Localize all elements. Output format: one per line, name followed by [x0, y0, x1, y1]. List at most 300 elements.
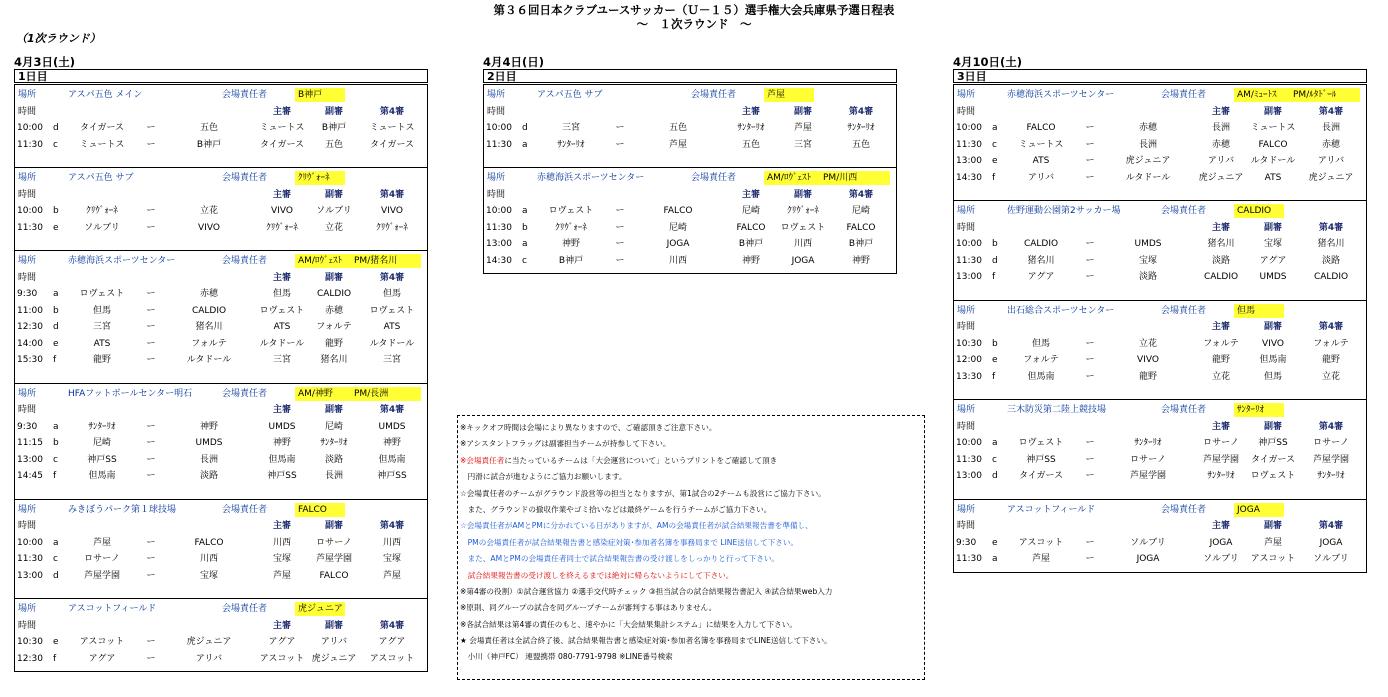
day-frame: [14, 84, 428, 672]
match-group: e: [53, 637, 59, 647]
home-team: FALCO: [1026, 123, 1056, 133]
assistant-referee: 芦屋学園: [315, 554, 352, 564]
vs-dash: ー: [1085, 454, 1095, 465]
manager-label: 会場責任者: [1161, 206, 1207, 216]
vs-dash: ー: [146, 289, 156, 299]
referee: B神戸: [738, 239, 764, 249]
match-time: 10:30: [956, 338, 982, 349]
venue-header-row: [954, 502, 1366, 519]
fourth-official-header: 第4審: [379, 189, 405, 200]
venue-header-row: [954, 402, 1366, 419]
note-line: また、AMとPMの会場責任者同士で試合結果報告書の受け渡しをしっかりと行って下さい。: [460, 554, 780, 564]
note-emphasis: ※会場責任者: [460, 455, 505, 465]
assistant-referee: ｸﾘｳﾞｫｰﾈ: [787, 206, 819, 216]
match-group: d: [53, 322, 59, 332]
vs-dash: ー: [146, 123, 156, 133]
referee: ロヴェスト: [259, 305, 305, 316]
manager-label: 会場責任者: [222, 388, 268, 399]
referee: タイガース: [259, 139, 305, 150]
match-time: 11:30: [956, 454, 982, 465]
away-team: 川西: [668, 255, 687, 266]
match-row: [954, 170, 1366, 187]
time-label: 時間: [487, 189, 506, 200]
match-group: a: [522, 206, 528, 216]
note-line: ※原則、同グループの試合を同グループチームが審判する事はありません。: [460, 603, 717, 613]
place-label: 場所: [18, 504, 37, 515]
vs-dash: ー: [146, 305, 156, 316]
fourth-official: ｻﾝﾀｰﾘｵ: [1317, 471, 1345, 481]
venue-header-row: [15, 87, 427, 104]
assistant-referee: 淡路: [324, 454, 343, 465]
referee: アグア: [268, 637, 296, 647]
referee: 龍野: [1211, 355, 1230, 365]
referee: フォルテ: [1203, 338, 1239, 349]
referee-header: 主審: [272, 189, 291, 200]
note-line: ☆会場責任者がAMとPMに分かれている日がありますが、AMの会場責任者が試合結果報告書を準備し、: [460, 521, 813, 531]
venue-header-row: [954, 203, 1366, 220]
vs-dash: ー: [1085, 355, 1095, 365]
venue-name: 赤穂海浜スポーツセンター: [537, 173, 645, 183]
match-row: [15, 651, 427, 668]
match-group: b: [53, 206, 59, 216]
match-row: [15, 634, 427, 651]
match-row: [15, 220, 427, 237]
venue-manager: FALCO: [298, 504, 327, 515]
match-row: [15, 535, 427, 552]
fourth-official: 五色: [851, 139, 870, 150]
match-row: [954, 236, 1366, 253]
venue-name: 佐野運動公園第2サッカー場: [1007, 206, 1121, 216]
home-team: ｻﾝﾀｰﾘｵ: [557, 139, 585, 150]
match-group: a: [53, 537, 59, 548]
manager-label: 会場責任者: [691, 173, 737, 183]
column-header-row: [954, 104, 1366, 121]
assistant-referee: 虎ジュニア: [311, 653, 357, 664]
match-group: c: [522, 255, 527, 266]
referee: 但馬南: [268, 454, 296, 465]
match-time: 14:30: [486, 255, 512, 266]
match-group: b: [522, 222, 528, 233]
referee: ロサーノ: [1203, 438, 1239, 448]
home-team: 但馬南: [1027, 371, 1055, 382]
assistant-referee: FALCO: [319, 570, 349, 581]
manager-label: 会場責任者: [222, 90, 268, 100]
note-line: 試合結果報告書の受け渡しを終えるまでは絶対に帰らないようにして下さい。: [460, 570, 734, 580]
referee: ミュートス: [259, 123, 305, 133]
notes-box: [457, 415, 925, 680]
away-team: 赤穂: [1138, 123, 1157, 133]
venue-name: アスパ五色 サブ: [537, 90, 603, 100]
day-frame: [953, 84, 1367, 573]
match-time: 9:30: [956, 537, 977, 548]
match-group: a: [992, 438, 998, 448]
assistant-referee: ロサーノ: [316, 537, 352, 548]
match-group: d: [992, 471, 998, 481]
fourth-official: ATS: [383, 322, 401, 332]
vs-dash: ー: [146, 222, 156, 233]
day-date: 4月10日(土): [953, 55, 1023, 69]
fourth-official: 三宮: [382, 355, 401, 365]
venue-manager: AM/ﾛｳﾞｪｽﾄ: [298, 256, 342, 266]
venue-manager-pm: PM/長洲: [354, 388, 389, 399]
match-row: [15, 551, 427, 568]
venue-name: アスコットフィールド: [68, 604, 157, 614]
venue-name: アスコットフィールド: [1007, 504, 1096, 515]
manager-label: 会場責任者: [222, 604, 268, 614]
assistant-referee: アスコット: [1250, 554, 1296, 564]
vs-dash: ー: [615, 139, 625, 150]
match-time: 10:00: [956, 123, 982, 133]
match-time: 11:30: [17, 139, 43, 150]
column-header-row: [15, 518, 427, 535]
assistant-referee-header: 副審: [1263, 421, 1282, 432]
manager-label: 会場責任者: [691, 90, 737, 100]
match-time: 14:45: [17, 471, 43, 481]
assistant-referee: ロヴェスト: [780, 222, 826, 233]
away-team: 川西: [199, 554, 218, 564]
fourth-official: UMDS: [378, 421, 406, 432]
match-group: d: [522, 123, 528, 133]
match-row: [954, 137, 1366, 154]
match-group: a: [992, 554, 998, 564]
home-team: ｸﾘｳﾞｫｰﾈ: [86, 206, 118, 216]
away-team: アリバ: [195, 653, 223, 664]
venue-manager-pm: PM/川西: [823, 173, 858, 183]
manager-label: 会場責任者: [222, 256, 268, 266]
time-label: 時間: [957, 322, 976, 332]
fourth-official: 但馬: [382, 289, 401, 299]
note-text: に当たっているチームは「大会運営について」というプリントをご確認して頂き: [504, 455, 778, 465]
column-header-row: [484, 187, 896, 204]
venue-block: [954, 201, 1366, 301]
fourth-official: アスコット: [369, 653, 415, 664]
manager-label: 会場責任者: [1161, 305, 1207, 316]
note-line: 円滑に試合が進むようにご協力お願いします。: [460, 472, 627, 482]
away-team: UMDS: [195, 438, 223, 448]
home-team: ｸﾘｳﾞｫｰﾈ: [555, 222, 587, 233]
fourth-official: アリバ: [1317, 156, 1345, 166]
venue-block: [484, 168, 896, 272]
referee-header: 主審: [272, 272, 291, 283]
match-group: c: [53, 139, 58, 150]
referee-header: 主審: [1211, 322, 1230, 332]
venue-block: [954, 301, 1366, 401]
vs-dash: ー: [1085, 537, 1095, 548]
home-team: 但馬: [1031, 338, 1050, 349]
venue-header-row: [15, 253, 427, 270]
match-time: 10:00: [486, 206, 512, 216]
away-team: 長洲: [199, 454, 218, 465]
note-line: 小川（神戸FC） 連盟携帯 080-7791-9798 ※LINE番号検索: [460, 652, 673, 662]
match-time: 11:00: [17, 305, 43, 316]
venue-manager-pm: PM/猪名川: [354, 256, 398, 266]
venue-header-row: [484, 87, 896, 104]
venue-manager: JOGA: [1237, 504, 1260, 515]
referee-header: 主審: [272, 620, 291, 631]
fourth-official: 神戸SS: [377, 471, 407, 481]
venue-name: みきぼうパーク第１球技場: [68, 504, 177, 515]
time-label: 時間: [18, 620, 37, 631]
match-time: 11:30: [17, 554, 43, 564]
away-team: 神野: [199, 421, 218, 432]
time-label: 時間: [18, 189, 37, 200]
vs-dash: ー: [146, 537, 156, 548]
fourth-official: JOGA: [1319, 537, 1343, 548]
fourth-official: ロヴェスト: [369, 305, 415, 316]
away-team: 五色: [668, 123, 687, 133]
day-label: 3日目: [953, 69, 1367, 83]
assistant-referee: 五色: [324, 139, 343, 150]
vs-dash: ー: [146, 338, 156, 349]
match-group: c: [53, 554, 58, 564]
venue-name: HFAフットボールセンター明石: [68, 388, 193, 399]
column-header-row: [15, 187, 427, 204]
vs-dash: ー: [615, 255, 625, 266]
venue-block: [15, 251, 427, 384]
referee: 虎ジュニア: [1198, 172, 1244, 183]
venue-manager: 芦屋: [767, 90, 786, 100]
venue-manager: AM/ﾐｭｰﾄｽ: [1237, 90, 1277, 100]
home-team: 芦屋: [92, 537, 111, 548]
match-row: [15, 319, 427, 336]
away-team: 立花: [199, 206, 218, 216]
away-team: フォルテ: [191, 338, 227, 349]
referee: VIVO: [271, 206, 293, 216]
vs-dash: ー: [615, 222, 625, 233]
referee-header: 主審: [741, 189, 760, 200]
fourth-official-header: 第4審: [379, 620, 405, 631]
fourth-official-header: 第4審: [379, 405, 405, 415]
match-row: [15, 352, 427, 369]
venue-manager: AM/ﾛｳﾞｪｽﾄ: [767, 173, 811, 183]
match-time: 11:30: [486, 139, 512, 150]
referee: 尼崎: [741, 206, 760, 216]
away-team: 立花: [1138, 338, 1157, 349]
fourth-official: 神野: [382, 438, 401, 448]
away-team: VIVO: [198, 222, 220, 233]
away-team: JOGA: [1136, 554, 1160, 564]
venue-block: [15, 500, 427, 600]
referee: 赤穂: [1211, 139, 1230, 150]
away-team: 尼崎: [668, 222, 687, 233]
match-row: [954, 153, 1366, 170]
away-team: 宝塚: [199, 570, 218, 581]
venue-manager: AM/神野: [298, 388, 333, 399]
match-row: [954, 336, 1366, 353]
match-row: [15, 452, 427, 469]
assistant-referee: アグア: [1259, 255, 1287, 266]
match-group: f: [992, 172, 996, 183]
home-team: 尼崎: [92, 438, 111, 448]
day-date: 4月3日(土): [14, 55, 76, 69]
referee-header: 主審: [741, 106, 760, 117]
referee: 芦屋: [272, 570, 291, 581]
match-group: f: [53, 471, 57, 481]
away-team: 龍野: [1138, 371, 1157, 382]
fourth-official: ソルブリ: [1313, 554, 1349, 564]
referee: ｸﾘｳﾞｫｰﾈ: [266, 222, 298, 233]
assistant-referee-header: 副審: [1263, 521, 1282, 531]
referee: 神野: [272, 438, 291, 448]
match-time: 10:00: [956, 239, 982, 249]
referee-header: 主審: [272, 405, 291, 415]
match-time: 13:00: [17, 570, 43, 581]
venue-header-row: [15, 386, 427, 403]
referee: 長洲: [1211, 123, 1230, 133]
venue-manager: CALDIO: [1237, 206, 1272, 216]
assistant-referee: フォルテ: [316, 322, 352, 332]
venue-block: [484, 85, 896, 168]
home-team: アリバ: [1027, 172, 1055, 183]
day-label: 1日目: [14, 69, 428, 83]
match-group: e: [992, 156, 998, 166]
match-group: c: [992, 139, 997, 150]
vs-dash: ー: [1085, 172, 1095, 183]
round-label: （1次ラウンド）: [16, 32, 101, 45]
fourth-official: ルタドール: [369, 338, 415, 349]
match-group: b: [53, 305, 59, 316]
place-label: 場所: [957, 90, 976, 100]
referee: 猪名川: [1207, 239, 1235, 249]
away-team: ルタドール: [1125, 172, 1171, 183]
vs-dash: ー: [615, 239, 625, 249]
fourth-official-header: 第4審: [1318, 322, 1344, 332]
assistant-referee: ミュートス: [1250, 123, 1296, 133]
time-label: 時間: [18, 272, 37, 283]
match-row: [15, 203, 427, 220]
fourth-official-header: 第4審: [379, 272, 405, 283]
vs-dash: ー: [146, 421, 156, 432]
match-group: f: [992, 371, 996, 382]
fourth-official: 猪名川: [1317, 239, 1345, 249]
venue-block: [15, 168, 427, 251]
venue-name: 赤穂海浜スポーツセンター: [1007, 90, 1115, 100]
assistant-referee: 尼崎: [324, 421, 343, 432]
home-team: ソルブリ: [84, 222, 120, 233]
referee: ソルブリ: [1203, 554, 1239, 564]
note-line: PMの会場責任者が試合結果報告書と感染症対策･参加者名簿を事務局まで LINE送信して下さい。: [460, 537, 799, 547]
home-team: タイガース: [79, 123, 125, 133]
match-group: c: [53, 454, 58, 465]
assistant-referee: ロヴェスト: [1250, 471, 1296, 481]
fourth-official-header: 第4審: [848, 106, 874, 117]
match-row: [15, 419, 427, 436]
assistant-referee: 立花: [324, 222, 343, 233]
match-group: a: [522, 139, 528, 150]
away-team: 猪名川: [195, 322, 223, 332]
home-team: アスコット: [1018, 537, 1064, 548]
home-team: 但馬南: [88, 471, 116, 481]
match-group: e: [992, 537, 998, 548]
home-team: 猪名川: [1027, 255, 1055, 266]
fourth-official: VIVO: [381, 206, 403, 216]
venue-manager: 但馬: [1237, 305, 1256, 316]
match-time: 10:00: [486, 123, 512, 133]
page-title: 第３６回日本クラブユースサッカー（Ｕ－１５）選手権大会兵庫県予選日程表: [493, 3, 895, 17]
venue-block: [954, 85, 1366, 201]
match-row: [484, 220, 896, 237]
place-label: 場所: [957, 305, 976, 316]
home-team: 三宮: [561, 123, 580, 133]
referee: ATS: [273, 322, 291, 332]
match-group: f: [53, 355, 57, 365]
note-line: また、グラウンドの撤収作業やゴミ拾いなどは最終ゲームを行うチームがご協力下さい。: [460, 504, 772, 514]
assistant-referee: FALCO: [1258, 139, 1288, 150]
note-line: ※第4審の役割）①試合運営協力 ②選手交代時チェック ③担当試合の試合結果報告書記入 ④試合結果web入力: [460, 586, 833, 596]
venue-block: [954, 500, 1366, 571]
referee: アリバ: [1207, 156, 1235, 166]
match-row: [954, 369, 1366, 386]
note-line: ※キックオフ時間は会場により異なりますので、ご確認頂きご注意下さい。: [460, 423, 717, 432]
assistant-referee-header: 副審: [324, 405, 343, 415]
assistant-referee-header: 副審: [1263, 322, 1282, 332]
match-row: [484, 120, 896, 137]
place-label: 場所: [487, 173, 506, 183]
assistant-referee: ルタドール: [1250, 156, 1296, 166]
match-time: 11:30: [486, 222, 512, 233]
column-header-row: [484, 104, 896, 121]
referee-header: 主審: [1211, 106, 1230, 117]
day-label: 2日目: [483, 69, 897, 83]
vs-dash: ー: [146, 206, 156, 216]
match-row: [954, 269, 1366, 286]
away-team: 淡路: [199, 471, 218, 481]
match-time: 13:00: [956, 156, 982, 166]
match-time: 11:30: [956, 139, 982, 150]
assistant-referee: 三宮: [793, 139, 812, 150]
away-team: B神戸: [196, 139, 222, 150]
away-team: CALDIO: [191, 305, 227, 316]
column-header-row: [954, 220, 1366, 237]
fourth-official: 龍野: [1321, 355, 1340, 365]
match-row: [15, 137, 427, 154]
assistant-referee: 但馬: [1263, 371, 1282, 382]
vs-dash: ー: [1085, 156, 1095, 166]
referee: ルタドール: [259, 338, 305, 349]
assistant-referee: アリバ: [320, 637, 348, 647]
referee-header: 主審: [1211, 521, 1230, 531]
home-team: 神野: [561, 239, 580, 249]
venue-header-row: [954, 303, 1366, 320]
fourth-official-header: 第4審: [1318, 222, 1344, 233]
assistant-referee: 猪名川: [320, 355, 348, 365]
referee: アスコット: [259, 653, 305, 664]
referee: 宝塚: [272, 554, 291, 564]
fourth-official: ｸﾘｳﾞｫｰﾈ: [376, 222, 408, 233]
assistant-referee: UMDS: [1259, 272, 1287, 282]
match-time: 14:00: [17, 338, 43, 349]
home-team: アグア: [1027, 272, 1055, 282]
away-team: ルタドール: [186, 355, 232, 365]
match-time: 11:30: [17, 222, 43, 233]
match-row: [15, 286, 427, 303]
manager-label: 会場責任者: [222, 173, 268, 183]
home-team: 但馬: [92, 305, 111, 316]
match-row: [954, 535, 1366, 552]
place-label: 場所: [957, 504, 976, 515]
vs-dash: ー: [1085, 471, 1095, 481]
fourth-official: ミュートス: [369, 123, 415, 133]
vs-dash: ー: [146, 438, 156, 448]
home-team: CALDIO: [1023, 239, 1059, 249]
referee: UMDS: [268, 421, 296, 432]
assistant-referee: ATS: [1264, 172, 1282, 183]
home-team: 龍野: [92, 355, 111, 365]
venue-name: アスパ五色 メイン: [68, 90, 143, 100]
assistant-referee: 芦屋: [1263, 537, 1282, 548]
venue-block: [15, 85, 427, 168]
referee: CALDIO: [1203, 272, 1239, 282]
